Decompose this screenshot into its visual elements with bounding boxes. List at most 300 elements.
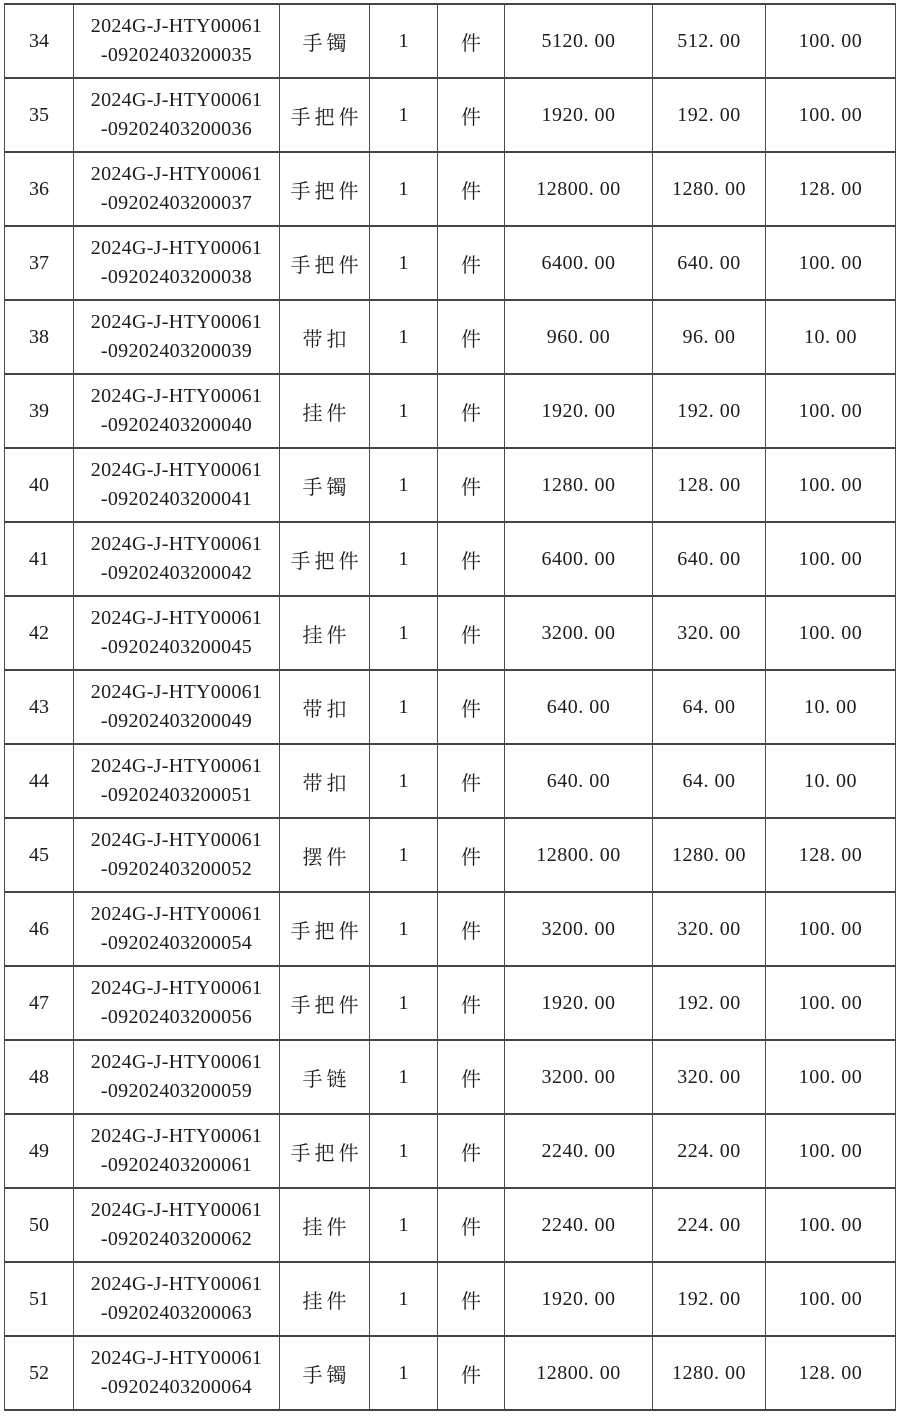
asset-code-line2: -09202403200059: [100, 1080, 253, 1102]
asset-code-cell: [74, 1040, 280, 1114]
row-number: 40: [29, 473, 49, 496]
amount-c-cell: [766, 4, 896, 78]
table-row: [5, 300, 896, 374]
asset-code-line1: 2024G-J-HTY00061: [90, 1347, 263, 1369]
unit-cell: [438, 1262, 505, 1336]
row-number-cell: [5, 966, 74, 1040]
quantity-cell: [370, 596, 438, 670]
asset-code-cell: [74, 4, 280, 78]
row-number: 51: [29, 1287, 49, 1310]
item-type-cell: [280, 226, 370, 300]
amount-b-cell: [653, 596, 766, 670]
asset-code-line2: -09202403200054: [100, 932, 253, 954]
amount-a-cell: [505, 670, 653, 744]
quantity-cell: [370, 522, 438, 596]
asset-code-line1: 2024G-J-HTY00061: [90, 163, 263, 185]
quantity-cell: [370, 4, 438, 78]
item-type-cell: [280, 1114, 370, 1188]
asset-code-line1: 2024G-J-HTY00061: [90, 385, 263, 407]
item-type: 挂件: [302, 402, 351, 425]
asset-code-line2: -09202403200040: [100, 414, 253, 436]
amount-c-value: 100. 00: [798, 473, 863, 496]
asset-code-line1: 2024G-J-HTY00061: [90, 311, 263, 333]
unit-value: 件: [461, 476, 481, 499]
amount-a-value: 2240. 00: [541, 1139, 616, 1162]
amount-c-cell: [766, 78, 896, 152]
amount-c-value: 100. 00: [798, 1139, 863, 1162]
quantity-value: 1: [398, 1361, 409, 1384]
amount-a-value: 1920. 00: [541, 1287, 616, 1310]
row-number-cell: [5, 4, 74, 78]
amount-a-cell: [505, 596, 653, 670]
amount-c-cell: [766, 596, 896, 670]
amount-a-value: 3200. 00: [541, 621, 616, 644]
unit-value: 件: [461, 772, 481, 795]
item-type: 手把件: [290, 994, 363, 1017]
quantity-cell: [370, 1188, 438, 1262]
asset-code-line1: 2024G-J-HTY00061: [90, 533, 263, 555]
amount-b-value: 320. 00: [677, 1065, 741, 1088]
table-row: [5, 596, 896, 670]
unit-cell: [438, 152, 505, 226]
asset-code-line1: 2024G-J-HTY00061: [90, 1125, 263, 1147]
item-type-cell: [280, 152, 370, 226]
unit-cell: [438, 226, 505, 300]
amount-a-value: 6400. 00: [541, 251, 616, 274]
amount-c-cell: [766, 1188, 896, 1262]
table-row: [5, 522, 896, 596]
unit-value: 件: [461, 1068, 481, 1091]
amount-c-value: 100. 00: [798, 917, 863, 940]
amount-a-cell: [505, 744, 653, 818]
row-number: 43: [29, 695, 49, 718]
table-row: [5, 1040, 896, 1114]
unit-value: 件: [461, 402, 481, 425]
asset-code-line1: 2024G-J-HTY00061: [90, 1051, 263, 1073]
row-number: 36: [29, 177, 49, 200]
table-row: [5, 78, 896, 152]
quantity-cell: [370, 1262, 438, 1336]
item-type: 挂件: [302, 624, 351, 647]
item-type: 带扣: [302, 772, 351, 795]
amount-c-value: 10. 00: [804, 769, 857, 792]
unit-value: 件: [461, 550, 481, 573]
item-type: 手把件: [290, 106, 363, 129]
row-number-cell: [5, 300, 74, 374]
asset-code-line1: 2024G-J-HTY00061: [90, 237, 263, 259]
amount-c-value: 100. 00: [798, 399, 863, 422]
amount-b-value: 224. 00: [677, 1213, 741, 1236]
amount-c-value: 10. 00: [804, 695, 857, 718]
amount-b-value: 96. 00: [682, 325, 736, 348]
row-number: 48: [29, 1065, 49, 1088]
unit-value: 件: [461, 846, 481, 869]
amount-b-value: 192. 00: [677, 399, 741, 422]
amount-c-cell: [766, 744, 896, 818]
asset-code-line2: -09202403200035: [100, 44, 253, 66]
amount-a-value: 640. 00: [546, 769, 611, 792]
asset-code-cell: [74, 78, 280, 152]
amount-b-cell: [653, 4, 766, 78]
quantity-cell: [370, 818, 438, 892]
quantity-value: 1: [398, 473, 409, 496]
asset-code-line2: -09202403200056: [100, 1006, 253, 1028]
row-number-cell: [5, 818, 74, 892]
table-row: [5, 966, 896, 1040]
asset-code-line2: -09202403200052: [100, 858, 253, 880]
item-type-cell: [280, 966, 370, 1040]
row-number-cell: [5, 744, 74, 818]
amount-a-cell: [505, 448, 653, 522]
amount-a-cell: [505, 1040, 653, 1114]
asset-code-line2: -09202403200051: [100, 784, 253, 806]
amount-c-value: 100. 00: [798, 621, 863, 644]
amount-b-value: 640. 00: [677, 547, 741, 570]
quantity-value: 1: [398, 177, 409, 200]
amount-a-value: 640. 00: [546, 695, 611, 718]
amount-c-cell: [766, 818, 896, 892]
unit-value: 件: [461, 328, 481, 351]
unit-value: 件: [461, 1216, 481, 1239]
amount-b-value: 640. 00: [677, 251, 741, 274]
amount-b-value: 1280. 00: [672, 1361, 746, 1384]
amount-b-cell: [653, 300, 766, 374]
unit-cell: [438, 1188, 505, 1262]
amount-b-cell: [653, 374, 766, 448]
item-type-cell: [280, 1336, 370, 1410]
row-number-cell: [5, 374, 74, 448]
row-number-cell: [5, 1114, 74, 1188]
table-row: [5, 1336, 896, 1410]
row-number-cell: [5, 596, 74, 670]
amount-b-cell: [653, 1188, 766, 1262]
quantity-value: 1: [398, 621, 409, 644]
item-type-cell: [280, 670, 370, 744]
amount-b-cell: [653, 448, 766, 522]
unit-value: 件: [461, 254, 481, 277]
item-type: 手把件: [290, 920, 363, 943]
table-row: [5, 744, 896, 818]
unit-value: 件: [461, 1364, 481, 1387]
row-number: 38: [29, 325, 49, 348]
amount-c-value: 100. 00: [798, 103, 863, 126]
item-type: 手把件: [290, 550, 363, 573]
item-type-cell: [280, 522, 370, 596]
amount-c-value: 100. 00: [798, 991, 863, 1014]
amount-b-cell: [653, 670, 766, 744]
amount-b-cell: [653, 966, 766, 1040]
table-row: [5, 226, 896, 300]
amount-c-cell: [766, 966, 896, 1040]
amount-a-value: 1920. 00: [541, 103, 616, 126]
amount-c-cell: [766, 1262, 896, 1336]
amount-a-value: 1280. 00: [541, 473, 616, 496]
amount-b-cell: [653, 78, 766, 152]
quantity-value: 1: [398, 917, 409, 940]
row-number: 45: [29, 843, 49, 866]
quantity-cell: [370, 226, 438, 300]
item-type: 摆件: [302, 846, 351, 869]
quantity-value: 1: [398, 1213, 409, 1236]
item-type-cell: [280, 448, 370, 522]
item-type: 带扣: [302, 328, 351, 351]
asset-code-cell: [74, 892, 280, 966]
amount-a-value: 1920. 00: [541, 399, 616, 422]
amount-a-cell: [505, 1336, 653, 1410]
amount-a-cell: [505, 818, 653, 892]
quantity-value: 1: [398, 251, 409, 274]
asset-code-cell: [74, 448, 280, 522]
amount-a-cell: [505, 1114, 653, 1188]
asset-code-cell: [74, 522, 280, 596]
row-number-cell: [5, 448, 74, 522]
amount-b-value: 320. 00: [677, 621, 741, 644]
unit-cell: [438, 1114, 505, 1188]
unit-cell: [438, 892, 505, 966]
amount-b-cell: [653, 1114, 766, 1188]
asset-code-line1: 2024G-J-HTY00061: [90, 977, 263, 999]
amount-a-cell: [505, 152, 653, 226]
amount-a-value: 960. 00: [546, 325, 611, 348]
quantity-value: 1: [398, 547, 409, 570]
amount-a-value: 6400. 00: [541, 547, 616, 570]
amount-a-value: 12800. 00: [536, 843, 621, 866]
amount-b-value: 64. 00: [682, 695, 736, 718]
amount-a-value: 3200. 00: [541, 917, 616, 940]
amount-b-cell: [653, 818, 766, 892]
amount-b-cell: [653, 744, 766, 818]
quantity-value: 1: [398, 325, 409, 348]
amount-c-value: 100. 00: [798, 1065, 863, 1088]
asset-code-cell: [74, 744, 280, 818]
row-number-cell: [5, 78, 74, 152]
amount-a-cell: [505, 300, 653, 374]
quantity-cell: [370, 152, 438, 226]
unit-cell: [438, 4, 505, 78]
amount-b-cell: [653, 1262, 766, 1336]
amount-a-cell: [505, 4, 653, 78]
unit-value: 件: [461, 1290, 481, 1313]
item-type: 手镯: [302, 32, 351, 55]
quantity-cell: [370, 448, 438, 522]
row-number: 47: [29, 991, 49, 1014]
amount-a-value: 1920. 00: [541, 991, 616, 1014]
table-row: [5, 1188, 896, 1262]
row-number-cell: [5, 670, 74, 744]
amount-c-cell: [766, 670, 896, 744]
amount-c-cell: [766, 152, 896, 226]
row-number-cell: [5, 892, 74, 966]
quantity-cell: [370, 744, 438, 818]
quantity-value: 1: [398, 991, 409, 1014]
asset-code-line2: -09202403200041: [100, 488, 253, 510]
amount-b-cell: [653, 522, 766, 596]
amount-c-value: 100. 00: [798, 1287, 863, 1310]
item-type: 手链: [302, 1068, 351, 1091]
quantity-cell: [370, 892, 438, 966]
amount-a-value: 12800. 00: [536, 1361, 621, 1384]
asset-code-line1: 2024G-J-HTY00061: [90, 903, 263, 925]
quantity-cell: [370, 670, 438, 744]
amount-c-cell: [766, 226, 896, 300]
amount-b-value: 192. 00: [677, 1287, 741, 1310]
item-type-cell: [280, 596, 370, 670]
amount-c-cell: [766, 892, 896, 966]
amount-c-cell: [766, 1336, 896, 1410]
row-number-cell: [5, 226, 74, 300]
quantity-value: 1: [398, 769, 409, 792]
unit-value: 件: [461, 698, 481, 721]
asset-code-line1: 2024G-J-HTY00061: [90, 1199, 263, 1221]
amount-c-value: 10. 00: [804, 325, 857, 348]
row-number-cell: [5, 1188, 74, 1262]
asset-code-cell: [74, 818, 280, 892]
asset-code-cell: [74, 1262, 280, 1336]
unit-value: 件: [461, 624, 481, 647]
quantity-cell: [370, 78, 438, 152]
amount-c-value: 100. 00: [798, 1213, 863, 1236]
amount-a-cell: [505, 966, 653, 1040]
quantity-value: 1: [398, 843, 409, 866]
item-type: 挂件: [302, 1216, 351, 1239]
amount-c-value: 100. 00: [798, 251, 863, 274]
row-number-cell: [5, 152, 74, 226]
asset-code-line2: -09202403200042: [100, 562, 253, 584]
unit-cell: [438, 448, 505, 522]
amount-b-cell: [653, 892, 766, 966]
asset-code-line1: 2024G-J-HTY00061: [90, 607, 263, 629]
amount-a-cell: [505, 1188, 653, 1262]
amount-a-value: 3200. 00: [541, 1065, 616, 1088]
unit-cell: [438, 78, 505, 152]
unit-value: 件: [461, 1142, 481, 1165]
amount-b-cell: [653, 1336, 766, 1410]
row-number: 42: [29, 621, 49, 644]
item-type-cell: [280, 744, 370, 818]
item-type-cell: [280, 1040, 370, 1114]
asset-code-line2: -09202403200036: [100, 118, 253, 140]
unit-value: 件: [461, 106, 481, 129]
quantity-cell: [370, 374, 438, 448]
amount-b-cell: [653, 226, 766, 300]
amount-b-value: 224. 00: [677, 1139, 741, 1162]
asset-code-line1: 2024G-J-HTY00061: [90, 459, 263, 481]
unit-cell: [438, 522, 505, 596]
item-type: 带扣: [302, 698, 351, 721]
row-number-cell: [5, 1336, 74, 1410]
unit-cell: [438, 670, 505, 744]
amount-a-cell: [505, 226, 653, 300]
asset-code-line2: -09202403200063: [100, 1302, 253, 1324]
amount-c-cell: [766, 522, 896, 596]
amount-a-value: 12800. 00: [536, 177, 621, 200]
asset-code-cell: [74, 300, 280, 374]
row-number-cell: [5, 1262, 74, 1336]
amount-a-value: 5120. 00: [541, 29, 616, 52]
row-number: 35: [29, 103, 49, 126]
asset-code-line1: 2024G-J-HTY00061: [90, 1273, 263, 1295]
asset-code-cell: [74, 670, 280, 744]
row-number: 34: [29, 29, 49, 52]
row-number: 41: [29, 547, 49, 570]
amount-b-value: 64. 00: [682, 769, 736, 792]
row-number: 49: [29, 1139, 49, 1162]
amount-b-value: 192. 00: [677, 103, 741, 126]
unit-value: 件: [461, 994, 481, 1017]
amount-b-cell: [653, 1040, 766, 1114]
row-number: 37: [29, 251, 49, 274]
amount-b-value: 128. 00: [677, 473, 741, 496]
unit-cell: [438, 300, 505, 374]
item-type: 手把件: [290, 180, 363, 203]
table-row: [5, 152, 896, 226]
amount-c-cell: [766, 448, 896, 522]
quantity-value: 1: [398, 399, 409, 422]
amount-a-cell: [505, 892, 653, 966]
asset-code-cell: [74, 1114, 280, 1188]
asset-code-line1: 2024G-J-HTY00061: [90, 755, 263, 777]
row-number-cell: [5, 522, 74, 596]
asset-code-cell: [74, 1336, 280, 1410]
item-type: 挂件: [302, 1290, 351, 1313]
asset-items-table: [4, 3, 896, 1411]
unit-cell: [438, 966, 505, 1040]
amount-b-value: 192. 00: [677, 991, 741, 1014]
unit-cell: [438, 818, 505, 892]
quantity-cell: [370, 1114, 438, 1188]
row-number: 50: [29, 1213, 49, 1236]
unit-value: 件: [461, 180, 481, 203]
amount-c-cell: [766, 1040, 896, 1114]
asset-code-cell: [74, 1188, 280, 1262]
table-row: [5, 374, 896, 448]
table-row: [5, 1114, 896, 1188]
table-row: [5, 1262, 896, 1336]
asset-code-line2: -09202403200045: [100, 636, 253, 658]
quantity-cell: [370, 966, 438, 1040]
amount-c-value: 100. 00: [798, 547, 863, 570]
item-type-cell: [280, 818, 370, 892]
item-type-cell: [280, 1188, 370, 1262]
asset-code-line2: -09202403200038: [100, 266, 253, 288]
asset-code-line1: 2024G-J-HTY00061: [90, 15, 263, 37]
item-type-cell: [280, 300, 370, 374]
table-row: [5, 448, 896, 522]
asset-code-line2: -09202403200064: [100, 1376, 253, 1398]
row-number: 46: [29, 917, 49, 940]
quantity-value: 1: [398, 29, 409, 52]
amount-c-value: 128. 00: [798, 843, 863, 866]
table-row: [5, 892, 896, 966]
amount-c-cell: [766, 374, 896, 448]
amount-b-value: 512. 00: [677, 29, 741, 52]
amount-a-value: 2240. 00: [541, 1213, 616, 1236]
item-type: 手把件: [290, 1142, 363, 1165]
item-type-cell: [280, 374, 370, 448]
quantity-value: 1: [398, 695, 409, 718]
row-number: 52: [29, 1361, 49, 1384]
amount-a-cell: [505, 374, 653, 448]
amount-a-cell: [505, 1262, 653, 1336]
item-type-cell: [280, 78, 370, 152]
row-number: 39: [29, 399, 49, 422]
amount-c-value: 100. 00: [798, 29, 863, 52]
asset-code-cell: [74, 596, 280, 670]
item-type: 手镯: [302, 476, 351, 499]
unit-cell: [438, 1336, 505, 1410]
asset-code-line2: -09202403200062: [100, 1228, 253, 1250]
unit-cell: [438, 374, 505, 448]
